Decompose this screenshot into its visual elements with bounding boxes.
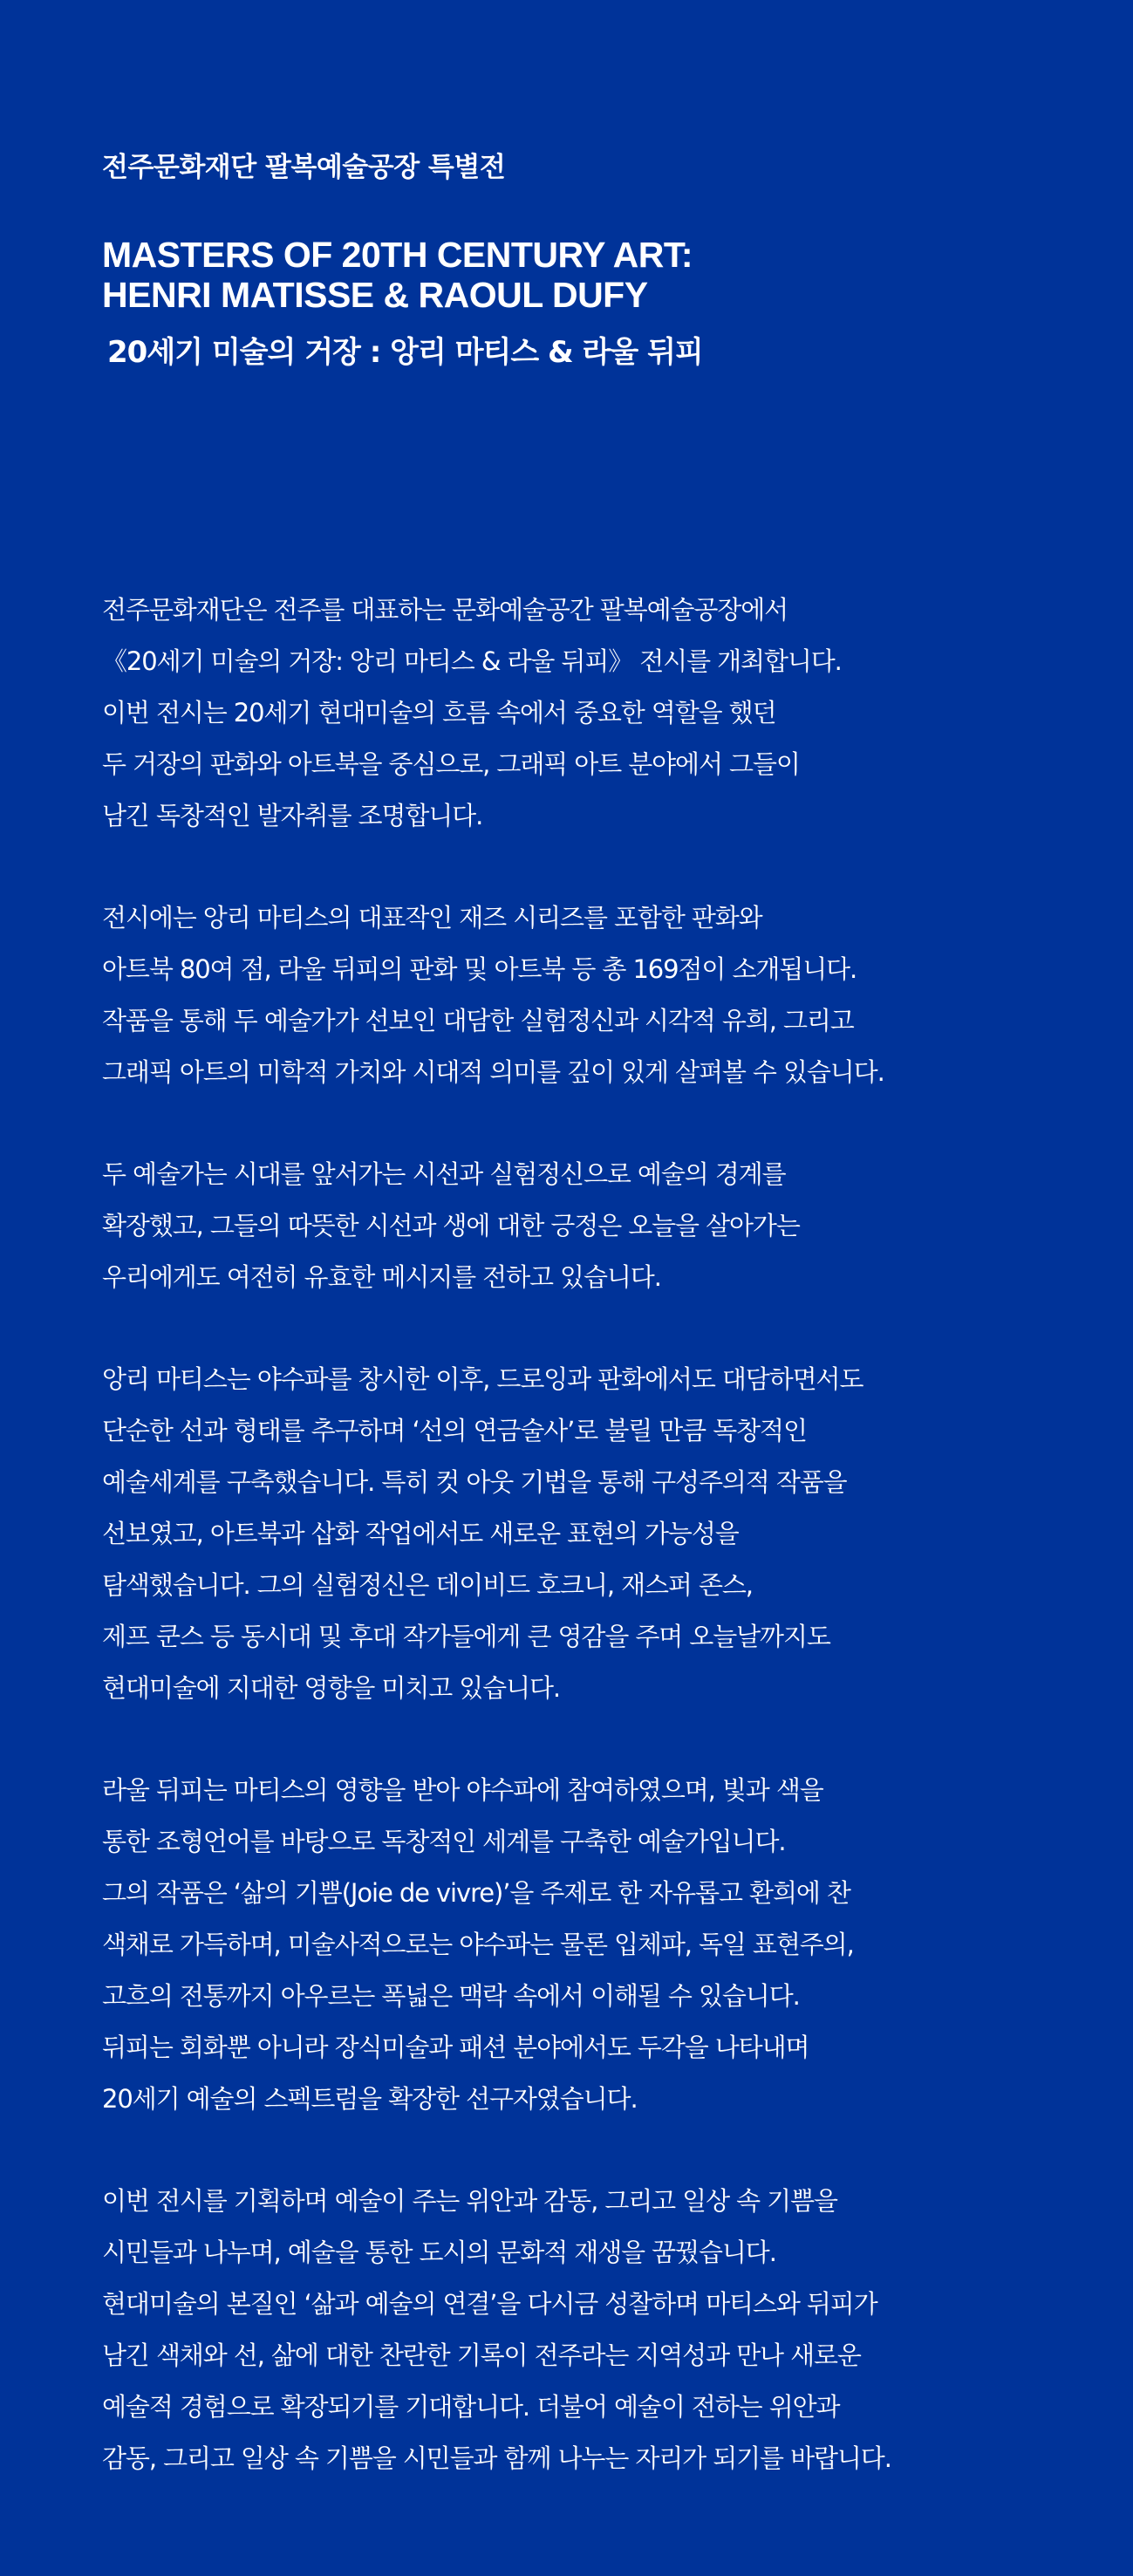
description-line: 그의 작품은 ‘삶의 기쁨(Joie de vivre)’을 주제로 한 자유롭고 환희에 찬 [102, 1878, 850, 1908]
description-paragraph [102, 2176, 1096, 2484]
exhibition-eyebrow: 전주문화재단 팔복예술공장 특별전 [102, 152, 506, 183]
description-paragraph [102, 1354, 1096, 1714]
description-line: 《20세기 미술의 거장: 앙리 마티스 & 라울 뒤피》 전시를 개최합니다. [102, 646, 842, 676]
description-line: 고흐의 전통까지 아우르는 폭넓은 맥락 속에서 이해될 수 있습니다. [102, 1981, 800, 2011]
description-paragraph [102, 1765, 1096, 2125]
exhibition-title-korean: 20세기 미술의 거장 : 앙리 마티스 & 라울 뒤피 [107, 335, 703, 370]
description-line: 작품을 통해 두 예술가가 선보인 대담한 실험정신과 시각적 유희, 그리고 [102, 1006, 854, 1035]
description-line: 앙리 마티스는 야수파를 창시한 이후, 드로잉과 판화에서도 대담하면서도 [102, 1364, 863, 1394]
description-line: 현대미술의 본질인 ‘삶과 예술의 연결’을 다시금 성찰하며 마티스와 뒤피가 [102, 2289, 877, 2319]
description-paragraph [102, 892, 1096, 1098]
description-line: 전시에는 앙리 마티스의 대표작인 재즈 시리즈를 포함한 판화와 [102, 903, 762, 933]
description-paragraph [102, 1149, 1096, 1303]
description-line: 색채로 가득하며, 미술사적으로는 야수파는 물론 입체파, 독일 표현주의, [102, 1930, 854, 1959]
description-line: 뒤피는 회화뿐 아니라 장식미술과 패션 분야에서도 두각을 나타내며 [102, 2033, 809, 2062]
description-line: 두 예술가는 시대를 앞서가는 시선과 실험정신으로 예술의 경계를 [102, 1159, 786, 1189]
description-line: 라울 뒤피는 마티스의 영향을 받아 야수파에 참여하였으며, 빛과 색을 [102, 1775, 823, 1805]
exhibition-title-english [102, 235, 1061, 315]
description-line: 이번 전시는 20세기 현대미술의 흐름 속에서 중요한 역할을 했던 [102, 698, 776, 728]
exhibition-description [102, 584, 1096, 2535]
description-line: 제프 쿤스 등 동시대 및 후대 작가들에게 큰 영감을 주며 오늘날까지도 [102, 1622, 830, 1651]
description-line: 두 거장의 판화와 아트북을 중심으로, 그래픽 아트 분야에서 그들이 [102, 749, 800, 779]
description-line: 예술세계를 구축했습니다. 특히 컷 아웃 기법을 통해 구성주의적 작품을 [102, 1467, 847, 1497]
description-line: 확장했고, 그들의 따뜻한 시선과 생에 대한 긍정은 오늘을 살아가는 [102, 1211, 800, 1240]
description-line: 현대미술에 지대한 영향을 미치고 있습니다. [102, 1673, 561, 1703]
description-paragraph [102, 584, 1096, 842]
description-line: 시민들과 나누며, 예술을 통한 도시의 문화적 재생을 꿈꿨습니다. [102, 2238, 776, 2267]
description-line: 남긴 독창적인 발자취를 조명합니다. [102, 801, 483, 830]
description-line: 20세기 예술의 스펙트럼을 확장한 선구자였습니다. [102, 2084, 638, 2114]
description-line: 남긴 색채와 선, 삶에 대한 찬란한 기록이 전주라는 지역성과 만나 새로운 [102, 2340, 861, 2370]
exhibition-title-english-line-1: MASTERS OF 20TH CENTURY ART: [102, 235, 693, 275]
description-line: 전주문화재단은 전주를 대표하는 문화예술공간 팔복예술공장에서 [102, 595, 788, 625]
exhibition-header [102, 150, 1061, 372]
description-line: 탐색했습니다. 그의 실험정신은 데이비드 호크니, 재스퍼 존스, [102, 1570, 753, 1600]
description-line: 아트북 80여 점, 라울 뒤피의 판화 및 아트북 등 총 169점이 소개됩니다. [102, 954, 857, 984]
description-line: 예술적 경험으로 확장되기를 기대합니다. 더불어 예술이 전하는 위안과 [102, 2392, 840, 2422]
exhibition-title-english-line-2: HENRI MATISSE & RAOUL DUFY [102, 275, 648, 315]
description-line: 감동, 그리고 일상 속 기쁨을 시민들과 함께 나누는 자리가 되기를 바랍니다. [102, 2443, 891, 2473]
description-line: 단순한 선과 형태를 추구하며 ‘선의 연금술사’로 불릴 만큼 독창적인 [102, 1416, 807, 1445]
description-line: 통한 조형언어를 바탕으로 독창적인 세계를 구축한 예술가입니다. [102, 1827, 786, 1856]
description-line: 선보였고, 아트북과 삽화 작업에서도 새로운 표현의 가능성을 [102, 1519, 739, 1548]
description-line: 그래픽 아트의 미학적 가치와 시대적 의미를 깊이 있게 살펴볼 수 있습니다. [102, 1057, 884, 1087]
description-line: 이번 전시를 기획하며 예술이 주는 위안과 감동, 그리고 일상 속 기쁨을 [102, 2186, 837, 2216]
description-line: 우리에게도 여전히 유효한 메시지를 전하고 있습니다. [102, 1262, 661, 1292]
